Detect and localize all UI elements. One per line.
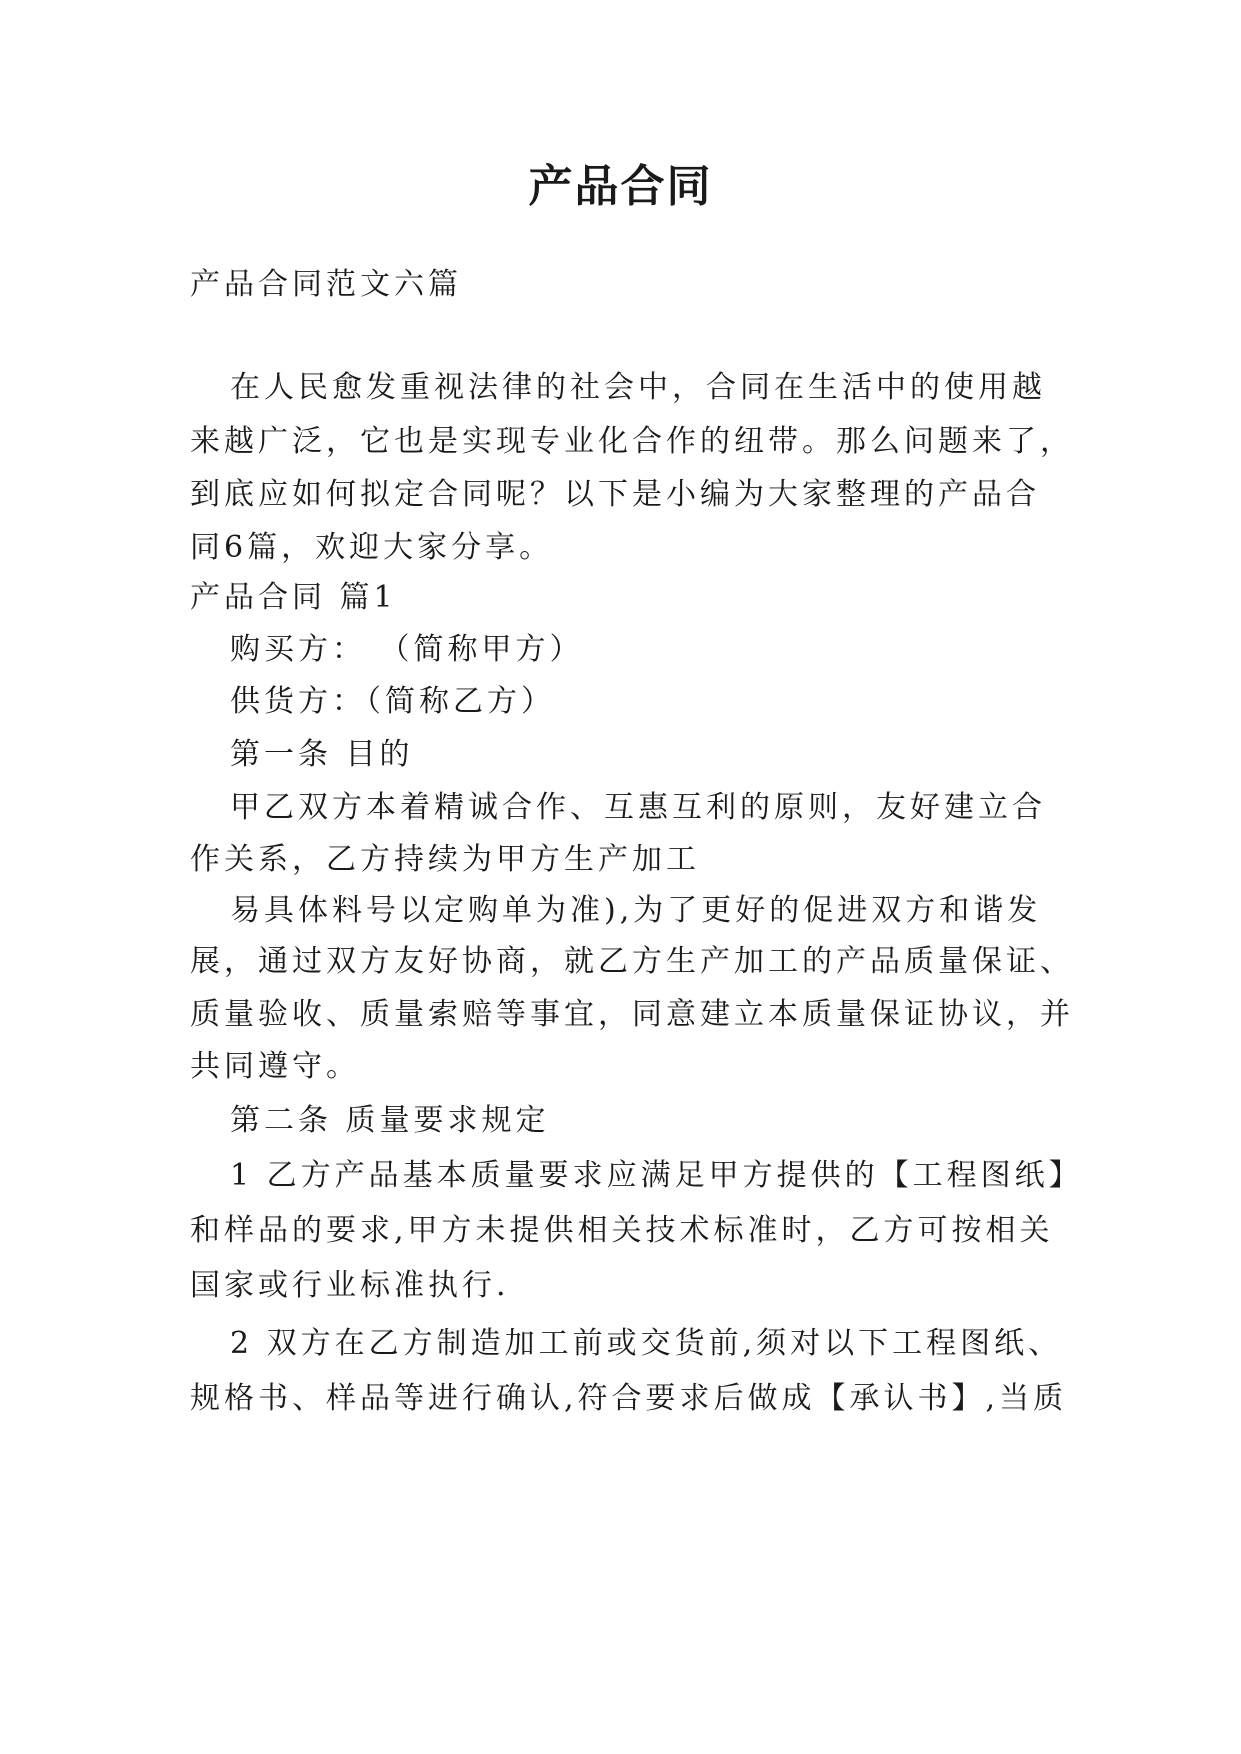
- paragraph-line: 购买方： （简称甲方）: [230, 632, 584, 667]
- clause-heading: 第二条 质量要求规定: [230, 1103, 550, 1138]
- paragraph-line: 来越广泛，它也是实现专业化合作的纽带。那么问题来了，: [190, 424, 1074, 459]
- document-title: 产品合同: [528, 161, 713, 212]
- section-heading: 产品合同 篇1: [190, 580, 397, 615]
- paragraph-line: 1 乙方产品基本质量要求应满足甲方提供的【工程图纸】: [230, 1158, 1083, 1193]
- paragraph-line: 国家或行业标准执行.: [190, 1268, 510, 1303]
- paragraph-line: 和样品的要求,甲方未提供相关技术标准时，乙方可按相关: [190, 1213, 1054, 1248]
- paragraph-line: 易具体料号以定购单为准),为了更好的促进双方和谐发: [230, 893, 1042, 928]
- subtitle-line: 产品合同范文六篇: [190, 267, 462, 302]
- paragraph-line: 同6篇，欢迎大家分享。: [190, 530, 554, 565]
- paragraph-line: 在人民愈发重视法律的社会中，合同在生活中的使用越: [230, 370, 1046, 405]
- paragraph-line: 到底应如何拟定合同呢？以下是小编为大家整理的产品合: [190, 477, 1040, 512]
- paragraph-line: 质量验收、质量索赔等事宜，同意建立本质量保证协议，并: [190, 997, 1074, 1032]
- paragraph-line: 2 双方在乙方制造加工前或交货前,须对以下工程图纸、: [230, 1326, 1063, 1361]
- paragraph-line: 甲乙双方本着精诚合作、互惠互利的原则，友好建立合: [230, 790, 1046, 825]
- paragraph-line: 展，通过双方友好协商，就乙方生产加工的产品质量保证、: [190, 944, 1074, 979]
- paragraph-line: 共同遵守。: [190, 1049, 360, 1084]
- paragraph-line: 作关系，乙方持续为甲方生产加工: [190, 842, 700, 877]
- clause-heading: 第一条 目的: [230, 737, 414, 772]
- paragraph-line: 供货方：（简称乙方）: [230, 684, 555, 719]
- paragraph-line: 规格书、样品等进行确认,符合要求后做成【承认书】,当质: [190, 1381, 1068, 1416]
